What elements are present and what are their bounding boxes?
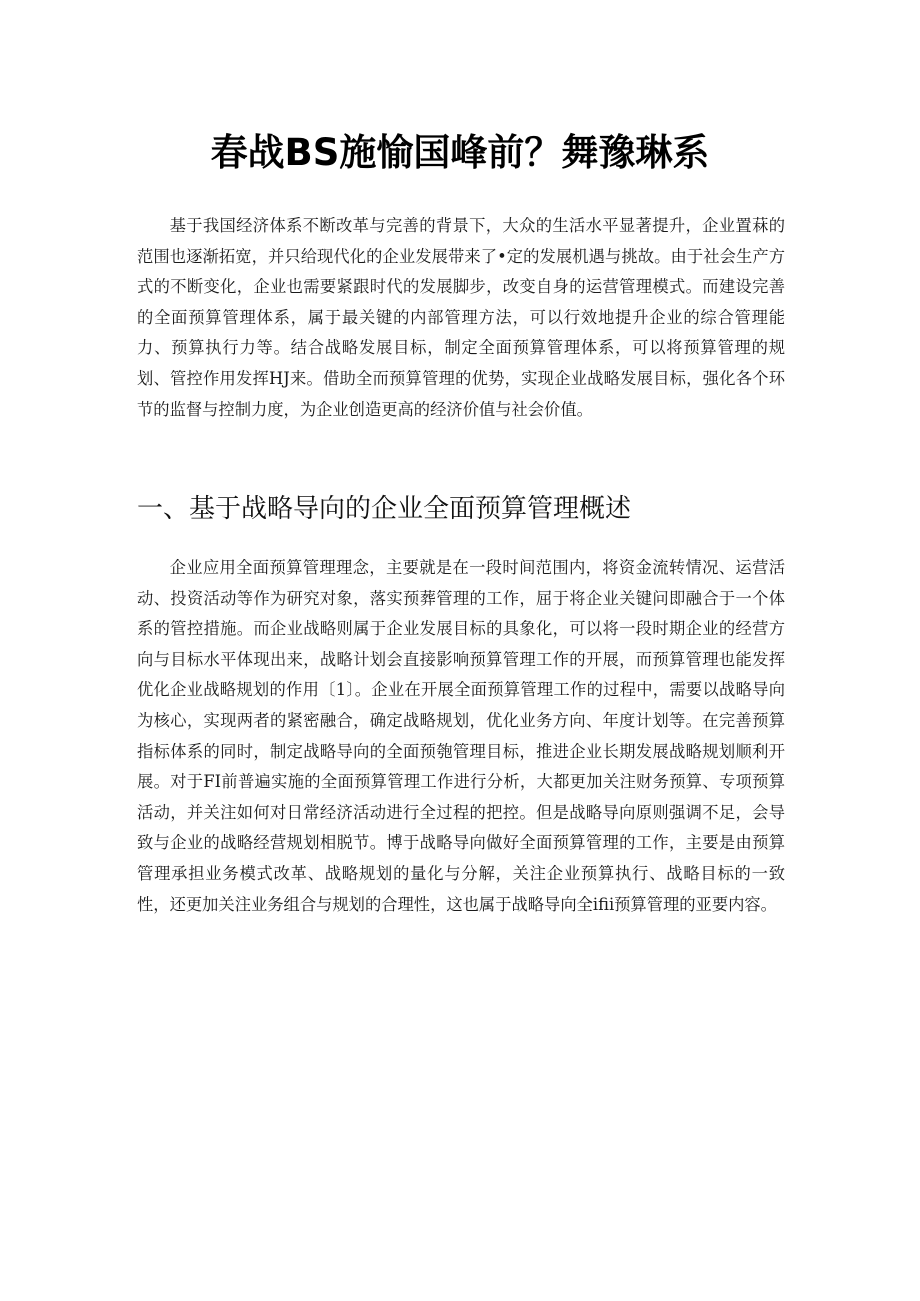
section-paragraph: 企业应用全面预算管理理念，主要就是在一段时间范围内，将资金流转情况、运营活动、投资活动等作为研究对象，落实预葬管理的工作，屈于将企业关键问即融合于一个体系的管控措施。而企业战略则属于企业发展目标的具象化，可以将一段时期企业的经营方向与目标水平体现出来，战略计划会直接影响预算管理工作的开展，而预算管理也能发挥优化企业战略规划的作用〔1〕。企业在开展全面预算管理工作的过程中，需要以战略导向为核心，实现两者的紧密融合，确定战略规划，优化业务方向、年度计划等。在完善预算指标体系的同时，制定战略导向的全面预匏管理目标，推进企业长期发展战略规划顺利开展。对于FI前普遍实施的全面预算管理工作进行分析，大都更加关注财务预算、专项预算活动，并关注如何对日常经济活动进行全过程的把控。但是战略导向原则强调不足，会导致与企业的战略经营规划相脱节。博于战略导向做好全面预算管理的工作，主要是由预算管理承担业务模式改革、战略规划的量化与分解，关注企业预算执行、战略目标的一致性，还更加关注业务组合与规划的合理性，这也属于战略导向全ifii预算管理的亚要内容。 (137, 558, 785, 914)
intro-paragraph: 基于我国经济体系不断改革与完善的背景下，大众的生活水平显著提升，企业置菻的范围也逐渐拓宽，并只给现代化的企业发展带来了•定的发展机遇与挑故。由于社会生产方式的不断变化，企业也需要紧跟时代的发展脚步，改变自身的运营管理模式。而建设完善的全面预算管理体系，属于最关键的内部管理方法，可以行效地提升企业的综合管理能力、预算执行力等。结合战略发展目标，制定全面预算管理体系，可以将预算管理的规划、管控作用发挥HJ来。借助全而预算管理的优势，实现企业战略发展目标，强化各个环节的监督与控制力度，为企业创造更高的经济价值与社会价值。 (137, 216, 785, 419)
section-heading: 一、基于战略导向的企业全面预算管理概述 (137, 494, 632, 524)
document-title: 春战BS施愉国峰前？舞豫琳系 (210, 131, 710, 174)
